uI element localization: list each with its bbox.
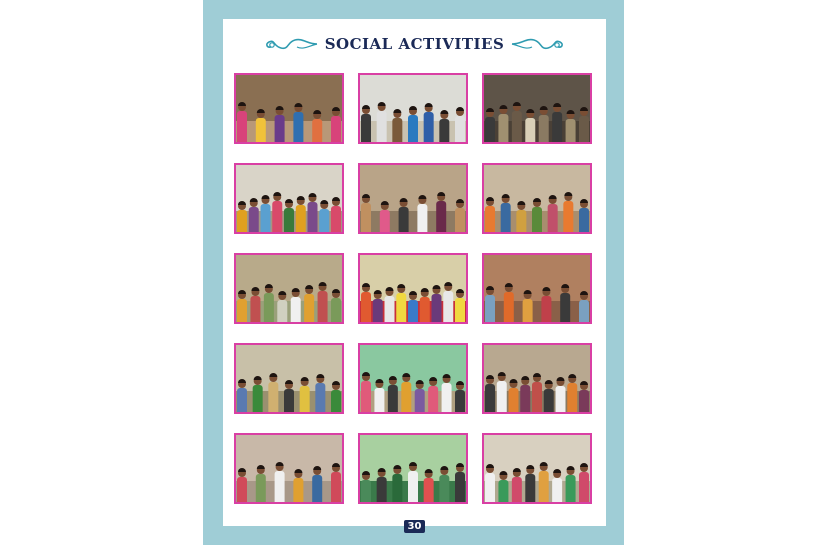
photo-4 <box>234 163 344 234</box>
photo-icon <box>236 435 342 502</box>
photo-icon <box>484 345 590 412</box>
photo-1 <box>234 73 344 144</box>
photo-10 <box>234 343 344 414</box>
photo-6 <box>482 163 592 234</box>
page-title: SOCIAL ACTIVITIES <box>324 35 505 53</box>
photo-11 <box>358 343 468 414</box>
photo-12 <box>482 343 592 414</box>
photo-icon <box>484 255 590 322</box>
photo-icon <box>484 435 590 502</box>
photo-14 <box>358 433 468 504</box>
photo-icon <box>360 435 466 502</box>
photo-icon <box>484 75 590 142</box>
photo-icon <box>360 345 466 412</box>
photo-icon <box>236 255 342 322</box>
photo-13 <box>234 433 344 504</box>
photo-2 <box>358 73 468 144</box>
photo-icon <box>236 345 342 412</box>
page-number-badge: 30 <box>404 520 425 533</box>
photo-icon <box>236 75 342 142</box>
photo-7 <box>234 253 344 324</box>
photo-icon <box>360 165 466 232</box>
photo-3 <box>482 73 592 144</box>
photo-8 <box>358 253 468 324</box>
photo-15 <box>482 433 592 504</box>
photo-5 <box>358 163 468 234</box>
photo-icon <box>236 165 342 232</box>
photo-icon <box>360 75 466 142</box>
photo-icon <box>484 165 590 232</box>
page-header <box>223 32 606 56</box>
right-swirl-ornament <box>510 36 566 52</box>
photo-icon <box>360 255 466 322</box>
photo-9 <box>482 253 592 324</box>
left-swirl-ornament <box>263 36 319 52</box>
